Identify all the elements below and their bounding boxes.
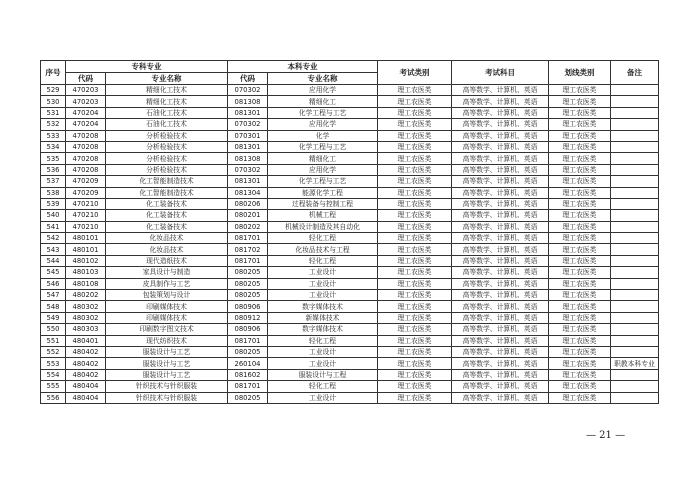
cell-remark: [611, 107, 659, 118]
cell-exam-type: 理工农医类: [378, 85, 452, 96]
cell-bk-name: 数字媒体技术: [268, 301, 378, 312]
table-row: [41, 210, 659, 221]
cell-zk-code: 480202: [66, 290, 106, 301]
cell-line-type: 理工农医类: [549, 85, 611, 96]
cell-seq: 532: [41, 119, 66, 130]
cell-remark: [611, 335, 659, 346]
cell-seq: 552: [41, 346, 66, 357]
cell-exam-type: 理工农医类: [378, 119, 452, 130]
cell-remark: [611, 164, 659, 175]
cell-bk-name: 应用化学: [268, 85, 378, 96]
table-row: [41, 153, 659, 164]
header-exam-subjects: 考试科目: [452, 61, 549, 85]
cell-bk-code: 080205: [228, 278, 268, 289]
header-seq: 序号: [41, 61, 66, 85]
page-number: — 21 —: [586, 430, 626, 441]
table-row: [41, 187, 659, 198]
cell-exam-type: 理工农医类: [378, 187, 452, 198]
cell-exam-type: 理工农医类: [378, 221, 452, 232]
cell-exam-type: 理工农医类: [378, 392, 452, 403]
cell-exam-subjects: 高等数学、计算机、英语: [452, 85, 549, 96]
cell-exam-type: 理工农医类: [378, 369, 452, 380]
cell-exam-type: 理工农医类: [378, 198, 452, 209]
cell-zk-code: 480103: [66, 267, 106, 278]
cell-bk-name: 工业设计: [268, 290, 378, 301]
header-bk-name: 专业名称: [268, 73, 378, 85]
cell-zk-code: 470204: [66, 107, 106, 118]
cell-exam-type: 理工农医类: [378, 233, 452, 244]
cell-line-type: 理工农医类: [549, 290, 611, 301]
cell-zk-code: 480302: [66, 301, 106, 312]
cell-bk-code: 070302: [228, 164, 268, 175]
cell-line-type: 理工农医类: [549, 96, 611, 107]
cell-line-type: 理工农医类: [549, 335, 611, 346]
cell-exam-type: 理工农医类: [378, 278, 452, 289]
cell-zk-name: 石油化工技术: [106, 119, 228, 130]
cell-zk-code: 480404: [66, 392, 106, 403]
cell-line-type: 理工农医类: [549, 301, 611, 312]
table-row: [41, 381, 659, 392]
cell-seq: 551: [41, 335, 66, 346]
header-zk-name: 专业名称: [106, 73, 228, 85]
cell-line-type: 理工农医类: [549, 358, 611, 369]
header-exam-type: 考试类别: [378, 61, 452, 85]
cell-exam-subjects: 高等数学、计算机、英语: [452, 153, 549, 164]
cell-line-type: 理工农医类: [549, 312, 611, 323]
cell-line-type: 理工农医类: [549, 381, 611, 392]
cell-exam-type: 理工农医类: [378, 290, 452, 301]
cell-seq: 538: [41, 187, 66, 198]
cell-zk-name: 皮具制作与工艺: [106, 278, 228, 289]
cell-zk-code: 480401: [66, 335, 106, 346]
header-zk-group: 专科专业: [66, 61, 228, 73]
table-row: [41, 221, 659, 232]
cell-remark: [611, 176, 659, 187]
cell-bk-code: 081602: [228, 369, 268, 380]
cell-bk-code: 080205: [228, 267, 268, 278]
cell-remark: [611, 85, 659, 96]
cell-line-type: 理工农医类: [549, 130, 611, 141]
cell-seq: 542: [41, 233, 66, 244]
cell-exam-subjects: 高等数学、计算机、英语: [452, 335, 549, 346]
cell-zk-name: 服装设计与工艺: [106, 369, 228, 380]
table-row: [41, 324, 659, 335]
cell-bk-name: 机械工程: [268, 210, 378, 221]
cell-bk-name: 应用化学: [268, 164, 378, 175]
cell-zk-name: 印刷媒体技术: [106, 312, 228, 323]
cell-exam-subjects: 高等数学、计算机、英语: [452, 278, 549, 289]
cell-seq: 533: [41, 130, 66, 141]
cell-bk-code: 070302: [228, 119, 268, 130]
cell-bk-code: 081301: [228, 176, 268, 187]
cell-bk-name: 化妆品技术与工程: [268, 244, 378, 255]
cell-line-type: 理工农医类: [549, 187, 611, 198]
cell-line-type: 理工农医类: [549, 278, 611, 289]
cell-remark: [611, 119, 659, 130]
cell-remark: [611, 141, 659, 152]
table-row: [41, 85, 659, 96]
cell-zk-code: 480302: [66, 312, 106, 323]
cell-bk-code: 081308: [228, 96, 268, 107]
cell-seq: 553: [41, 358, 66, 369]
cell-exam-type: 理工农医类: [378, 301, 452, 312]
cell-line-type: 理工农医类: [549, 164, 611, 175]
cell-remark: [611, 130, 659, 141]
table-row: [41, 130, 659, 141]
cell-bk-name: 轻化工程: [268, 335, 378, 346]
cell-line-type: 理工农医类: [549, 210, 611, 221]
cell-exam-type: 理工农医类: [378, 176, 452, 187]
cell-bk-code: 081701: [228, 255, 268, 266]
major-table: [40, 60, 659, 404]
header-line-type: 划线类别: [549, 61, 611, 85]
cell-exam-type: 理工农医类: [378, 381, 452, 392]
cell-zk-name: 精细化工技术: [106, 85, 228, 96]
cell-zk-name: 分析检验技术: [106, 130, 228, 141]
cell-seq: 544: [41, 255, 66, 266]
cell-remark: [611, 198, 659, 209]
cell-exam-subjects: 高等数学、计算机、英语: [452, 119, 549, 130]
cell-remark: [611, 392, 659, 403]
table-row: [41, 290, 659, 301]
cell-bk-code: 070302: [228, 85, 268, 96]
cell-seq: 543: [41, 244, 66, 255]
cell-exam-subjects: 高等数学、计算机、英语: [452, 141, 549, 152]
cell-zk-code: 470209: [66, 176, 106, 187]
cell-zk-code: 470210: [66, 198, 106, 209]
table-row: [41, 244, 659, 255]
cell-line-type: 理工农医类: [549, 221, 611, 232]
cell-bk-name: 数字媒体技术: [268, 324, 378, 335]
cell-bk-code: 080205: [228, 392, 268, 403]
cell-remark: [611, 153, 659, 164]
cell-zk-name: 针织技术与针织服装: [106, 381, 228, 392]
cell-exam-subjects: 高等数学、计算机、英语: [452, 176, 549, 187]
table-row: [41, 278, 659, 289]
cell-bk-name: 机械设计制造及其自动化: [268, 221, 378, 232]
cell-zk-code: 480402: [66, 346, 106, 357]
cell-bk-code: 080205: [228, 290, 268, 301]
cell-bk-name: 新媒体技术: [268, 312, 378, 323]
cell-zk-name: 化工装备技术: [106, 221, 228, 232]
cell-bk-code: 081304: [228, 187, 268, 198]
cell-exam-subjects: 高等数学、计算机、英语: [452, 255, 549, 266]
cell-bk-code: 081701: [228, 233, 268, 244]
cell-bk-name: 过程装备与控制工程: [268, 198, 378, 209]
cell-line-type: 理工农医类: [549, 267, 611, 278]
cell-exam-subjects: 高等数学、计算机、英语: [452, 267, 549, 278]
cell-line-type: 理工农医类: [549, 119, 611, 130]
cell-bk-name: 轻化工程: [268, 381, 378, 392]
cell-line-type: 理工农医类: [549, 369, 611, 380]
cell-bk-name: 工业设计: [268, 358, 378, 369]
cell-zk-name: 化工智能制造技术: [106, 187, 228, 198]
cell-zk-code: 470208: [66, 141, 106, 152]
table-row: [41, 392, 659, 403]
cell-bk-name: 工业设计: [268, 392, 378, 403]
table-row: [41, 164, 659, 175]
cell-zk-name: 石油化工技术: [106, 107, 228, 118]
cell-exam-type: 理工农医类: [378, 346, 452, 357]
cell-bk-name: 应用化学: [268, 119, 378, 130]
cell-line-type: 理工农医类: [549, 346, 611, 357]
cell-exam-type: 理工农医类: [378, 130, 452, 141]
cell-bk-name: 工业设计: [268, 346, 378, 357]
cell-exam-subjects: 高等数学、计算机、英语: [452, 244, 549, 255]
cell-bk-name: 能源化学工程: [268, 187, 378, 198]
header-bk-group: 本科专业: [228, 61, 378, 73]
cell-exam-subjects: 高等数学、计算机、英语: [452, 96, 549, 107]
cell-line-type: 理工农医类: [549, 107, 611, 118]
cell-exam-subjects: 高等数学、计算机、英语: [452, 312, 549, 323]
cell-bk-code: 080202: [228, 221, 268, 232]
cell-zk-code: 480402: [66, 369, 106, 380]
cell-seq: 549: [41, 312, 66, 323]
cell-zk-code: 480402: [66, 358, 106, 369]
cell-bk-code: 081308: [228, 153, 268, 164]
cell-zk-code: 480101: [66, 244, 106, 255]
cell-seq: 529: [41, 85, 66, 96]
cell-zk-name: 精细化工技术: [106, 96, 228, 107]
cell-zk-code: 470204: [66, 119, 106, 130]
cell-zk-code: 470208: [66, 164, 106, 175]
cell-zk-code: 480102: [66, 255, 106, 266]
cell-remark: [611, 290, 659, 301]
cell-remark: [611, 369, 659, 380]
cell-remark: [611, 324, 659, 335]
cell-bk-name: 轻化工程: [268, 233, 378, 244]
cell-zk-name: 分析检验技术: [106, 164, 228, 175]
cell-zk-code: 480101: [66, 233, 106, 244]
cell-seq: 545: [41, 267, 66, 278]
cell-zk-name: 家具设计与制造: [106, 267, 228, 278]
cell-bk-code: 260104: [228, 358, 268, 369]
table-row: [41, 96, 659, 107]
table-row: [41, 346, 659, 357]
cell-bk-name: 化学工程与工艺: [268, 141, 378, 152]
header-remark: 备注: [611, 61, 659, 85]
cell-remark: [611, 267, 659, 278]
cell-seq: 554: [41, 369, 66, 380]
cell-seq: 546: [41, 278, 66, 289]
cell-line-type: 理工农医类: [549, 255, 611, 266]
cell-seq: 540: [41, 210, 66, 221]
cell-zk-name: 印刷数字图文技术: [106, 324, 228, 335]
cell-zk-code: 470209: [66, 187, 106, 198]
cell-exam-type: 理工农医类: [378, 312, 452, 323]
cell-remark: [611, 301, 659, 312]
cell-exam-subjects: 高等数学、计算机、英语: [452, 290, 549, 301]
cell-zk-name: 化妆品技术: [106, 244, 228, 255]
table-row: [41, 233, 659, 244]
cell-exam-subjects: 高等数学、计算机、英语: [452, 369, 549, 380]
cell-remark: [611, 233, 659, 244]
cell-bk-name: 精细化工: [268, 153, 378, 164]
cell-bk-name: 精细化工: [268, 96, 378, 107]
cell-zk-name: 分析检验技术: [106, 141, 228, 152]
cell-remark: [611, 210, 659, 221]
cell-bk-code: 081301: [228, 141, 268, 152]
table-row: [41, 107, 659, 118]
cell-exam-type: 理工农医类: [378, 210, 452, 221]
cell-exam-subjects: 高等数学、计算机、英语: [452, 221, 549, 232]
cell-bk-code: 070301: [228, 130, 268, 141]
cell-exam-type: 理工农医类: [378, 358, 452, 369]
cell-seq: 555: [41, 381, 66, 392]
cell-bk-code: 080906: [228, 301, 268, 312]
cell-zk-code: 470203: [66, 96, 106, 107]
table-body: [41, 85, 659, 404]
cell-remark: [611, 244, 659, 255]
cell-bk-name: 化学: [268, 130, 378, 141]
cell-zk-name: 化工智能制造技术: [106, 176, 228, 187]
cell-exam-subjects: 高等数学、计算机、英语: [452, 301, 549, 312]
cell-zk-name: 现代造纸技术: [106, 255, 228, 266]
cell-line-type: 理工农医类: [549, 244, 611, 255]
cell-zk-code: 480108: [66, 278, 106, 289]
cell-exam-type: 理工农医类: [378, 164, 452, 175]
cell-zk-name: 现代纺织技术: [106, 335, 228, 346]
cell-exam-type: 理工农医类: [378, 255, 452, 266]
cell-zk-name: 化妆品技术: [106, 233, 228, 244]
cell-exam-subjects: 高等数学、计算机、英语: [452, 324, 549, 335]
cell-zk-name: 化工装备技术: [106, 210, 228, 221]
cell-zk-name: 服装设计与工艺: [106, 346, 228, 357]
cell-line-type: 理工农医类: [549, 324, 611, 335]
cell-seq: 539: [41, 198, 66, 209]
cell-bk-name: 化学工程与工艺: [268, 107, 378, 118]
cell-seq: 537: [41, 176, 66, 187]
cell-exam-subjects: 高等数学、计算机、英语: [452, 210, 549, 221]
cell-remark: [611, 255, 659, 266]
cell-bk-code: 080906: [228, 324, 268, 335]
cell-seq: 530: [41, 96, 66, 107]
cell-bk-name: 轻化工程: [268, 255, 378, 266]
table-row: [41, 301, 659, 312]
cell-exam-type: 理工农医类: [378, 153, 452, 164]
cell-exam-type: 理工农医类: [378, 244, 452, 255]
table-header: [41, 61, 659, 85]
table-row: [41, 141, 659, 152]
cell-remark: [611, 381, 659, 392]
cell-exam-subjects: 高等数学、计算机、英语: [452, 164, 549, 175]
cell-line-type: 理工农医类: [549, 233, 611, 244]
cell-seq: 536: [41, 164, 66, 175]
cell-exam-subjects: 高等数学、计算机、英语: [452, 392, 549, 403]
cell-line-type: 理工农医类: [549, 176, 611, 187]
cell-zk-name: 包装策划与设计: [106, 290, 228, 301]
cell-bk-code: 080912: [228, 312, 268, 323]
cell-bk-name: 工业设计: [268, 278, 378, 289]
cell-zk-code: 480303: [66, 324, 106, 335]
cell-zk-name: 印刷媒体技术: [106, 301, 228, 312]
cell-line-type: 理工农医类: [549, 392, 611, 403]
cell-exam-type: 理工农医类: [378, 107, 452, 118]
cell-zk-name: 分析检验技术: [106, 153, 228, 164]
header-zk-code: 代码: [66, 73, 106, 85]
cell-zk-code: 470210: [66, 210, 106, 221]
cell-exam-type: 理工农医类: [378, 96, 452, 107]
cell-zk-code: 470210: [66, 221, 106, 232]
cell-bk-code: 080201: [228, 210, 268, 221]
cell-seq: 541: [41, 221, 66, 232]
cell-bk-code: 081301: [228, 107, 268, 118]
cell-exam-type: 理工农医类: [378, 267, 452, 278]
header-bk-code: 代码: [228, 73, 268, 85]
cell-zk-code: 480404: [66, 381, 106, 392]
cell-exam-subjects: 高等数学、计算机、英语: [452, 107, 549, 118]
cell-remark: [611, 346, 659, 357]
cell-line-type: 理工农医类: [549, 153, 611, 164]
cell-exam-type: 理工农医类: [378, 335, 452, 346]
cell-exam-subjects: 高等数学、计算机、英语: [452, 187, 549, 198]
table-row: [41, 358, 659, 369]
cell-zk-name: 服装设计与工艺: [106, 358, 228, 369]
table-row: [41, 335, 659, 346]
table-row: [41, 369, 659, 380]
cell-seq: 534: [41, 141, 66, 152]
cell-seq: 535: [41, 153, 66, 164]
cell-bk-name: 服装设计与工程: [268, 369, 378, 380]
cell-remark: [611, 96, 659, 107]
cell-remark: [611, 221, 659, 232]
cell-bk-code: 081701: [228, 335, 268, 346]
cell-seq: 556: [41, 392, 66, 403]
cell-zk-name: 化工装备技术: [106, 198, 228, 209]
cell-exam-subjects: 高等数学、计算机、英语: [452, 233, 549, 244]
cell-remark: [611, 312, 659, 323]
table-row: [41, 119, 659, 130]
cell-remark: [611, 278, 659, 289]
cell-line-type: 理工农医类: [549, 198, 611, 209]
cell-seq: 547: [41, 290, 66, 301]
table-row: [41, 255, 659, 266]
cell-exam-subjects: 高等数学、计算机、英语: [452, 358, 549, 369]
cell-bk-code: 080206: [228, 198, 268, 209]
cell-exam-subjects: 高等数学、计算机、英语: [452, 381, 549, 392]
cell-bk-name: 化学工程与工艺: [268, 176, 378, 187]
cell-remark: [611, 187, 659, 198]
table-row: [41, 267, 659, 278]
cell-seq: 531: [41, 107, 66, 118]
cell-exam-type: 理工农医类: [378, 324, 452, 335]
cell-bk-code: 081702: [228, 244, 268, 255]
cell-bk-name: 工业设计: [268, 267, 378, 278]
cell-remark: 职教本科专业: [611, 358, 659, 369]
cell-line-type: 理工农医类: [549, 141, 611, 152]
table-row: [41, 176, 659, 187]
cell-bk-code: 080205: [228, 346, 268, 357]
cell-seq: 548: [41, 301, 66, 312]
cell-exam-type: 理工农医类: [378, 141, 452, 152]
cell-exam-subjects: 高等数学、计算机、英语: [452, 198, 549, 209]
cell-exam-subjects: 高等数学、计算机、英语: [452, 130, 549, 141]
cell-zk-code: 470203: [66, 85, 106, 96]
cell-zk-name: 针织技术与针织服装: [106, 392, 228, 403]
table-row: [41, 312, 659, 323]
cell-zk-code: 470208: [66, 153, 106, 164]
table-row: [41, 198, 659, 209]
cell-exam-subjects: 高等数学、计算机、英语: [452, 346, 549, 357]
cell-seq: 550: [41, 324, 66, 335]
cell-zk-code: 470208: [66, 130, 106, 141]
cell-bk-code: 081701: [228, 381, 268, 392]
